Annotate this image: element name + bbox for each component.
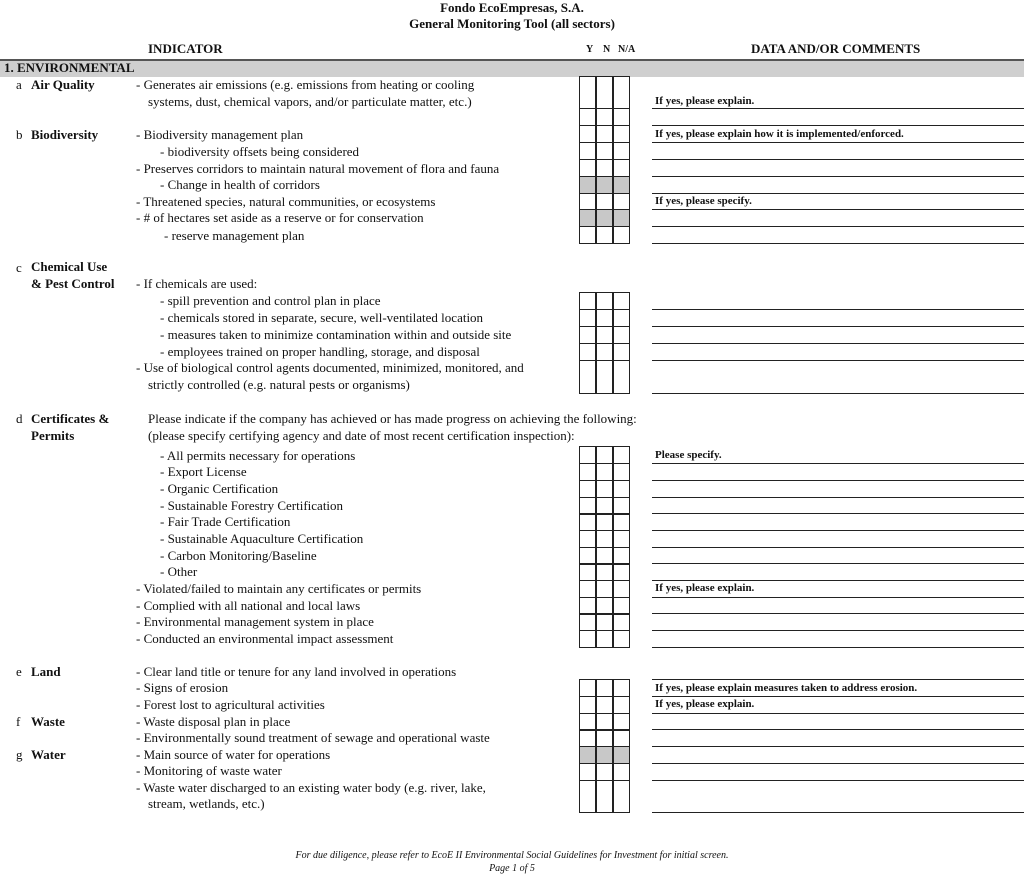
comment-line[interactable] xyxy=(652,497,1024,498)
comments-column-header: DATA AND/OR COMMENTS xyxy=(751,41,921,56)
comment-prompt: If yes, please explain. xyxy=(655,582,755,594)
na-checkbox[interactable] xyxy=(613,446,630,464)
indicator-text: - spill prevention and control plan in place xyxy=(160,293,381,308)
category-permits: Permits xyxy=(31,428,75,443)
comment-line[interactable] xyxy=(652,193,1024,194)
comment-line[interactable] xyxy=(652,343,1024,344)
comment-line[interactable] xyxy=(652,679,1024,680)
document-title: General Monitoring Tool (all sectors) xyxy=(409,16,615,31)
comment-line[interactable] xyxy=(652,326,1024,327)
category-biodiversity: Biodiversity xyxy=(31,127,99,142)
comment-prompt: If yes, please explain measures taken to address erosion. xyxy=(655,682,918,694)
no-checkbox[interactable] xyxy=(596,679,613,697)
indicator-text: - measures taken to minimize contamination within and outside site xyxy=(160,327,512,342)
yes-checkbox[interactable] xyxy=(579,613,596,631)
yes-checkbox[interactable] xyxy=(579,696,596,714)
indicator-text: - Forest lost to agricultural activities xyxy=(136,697,325,712)
no-checkbox[interactable] xyxy=(596,696,613,714)
comment-line[interactable] xyxy=(652,142,1024,143)
comment-line[interactable] xyxy=(652,597,1024,598)
comment-line[interactable] xyxy=(652,159,1024,160)
yes-checkbox[interactable] xyxy=(579,326,596,344)
na-checkbox[interactable] xyxy=(613,480,630,498)
no-checkbox[interactable] xyxy=(596,480,613,498)
no-checkbox[interactable] xyxy=(596,360,613,394)
no-checkbox[interactable] xyxy=(596,729,613,747)
yes-checkbox[interactable] xyxy=(579,580,596,598)
no-checkbox[interactable] xyxy=(596,76,613,109)
disabled-cell xyxy=(596,176,613,194)
disabled-cell xyxy=(613,209,630,227)
comment-line[interactable] xyxy=(652,547,1024,548)
section-bar xyxy=(0,59,1024,77)
comment-line[interactable] xyxy=(652,309,1024,310)
no-checkbox[interactable] xyxy=(596,309,613,327)
no-checkbox[interactable] xyxy=(596,326,613,344)
indicator-text: - Generates air emissions (e.g. emissions from heating or cooling xyxy=(136,77,475,92)
comment-line[interactable] xyxy=(652,713,1024,714)
na-checkbox[interactable] xyxy=(613,360,630,394)
yes-checkbox[interactable] xyxy=(579,530,596,548)
disabled-cell xyxy=(579,209,596,227)
category-letter: f xyxy=(16,714,21,729)
no-checkbox[interactable] xyxy=(596,142,613,160)
indicator-text: - Preserves corridors to maintain natural movement of flora and fauna xyxy=(136,161,500,176)
category-letter: a xyxy=(16,77,22,92)
comment-line[interactable] xyxy=(652,746,1024,747)
na-checkbox[interactable] xyxy=(613,530,630,548)
yes-checkbox[interactable] xyxy=(579,630,596,648)
yes-checkbox[interactable] xyxy=(579,480,596,498)
no-checkbox[interactable] xyxy=(596,630,613,648)
na-checkbox[interactable] xyxy=(613,309,630,327)
comment-line[interactable] xyxy=(652,696,1024,697)
yes-checkbox[interactable] xyxy=(579,679,596,697)
na-checkbox[interactable] xyxy=(613,326,630,344)
disabled-cell xyxy=(579,746,596,764)
na-checkbox[interactable] xyxy=(613,76,630,109)
disabled-cell xyxy=(579,176,596,194)
category-pest-control: & Pest Control xyxy=(31,276,115,291)
na-checkbox[interactable] xyxy=(613,729,630,747)
comment-prompt: If yes, please explain how it is implemented/enforced. xyxy=(655,128,904,140)
na-checkbox[interactable] xyxy=(613,679,630,697)
na-checkbox[interactable] xyxy=(613,696,630,714)
indicator-text: - Carbon Monitoring/Baseline xyxy=(160,548,317,563)
section-title: 1. ENVIRONMENTAL xyxy=(4,60,135,75)
no-checkbox[interactable] xyxy=(596,226,613,244)
no-checkbox[interactable] xyxy=(596,763,613,781)
no-checkbox[interactable] xyxy=(596,780,613,813)
indicator-text: - Sustainable Aquaculture Certification xyxy=(160,531,364,546)
disabled-cell xyxy=(596,746,613,764)
na-checkbox[interactable] xyxy=(613,513,630,531)
yes-checkbox[interactable] xyxy=(579,513,596,531)
indicator-text: - Fair Trade Certification xyxy=(160,514,291,529)
indicator-text: Please indicate if the company has achieved or has made progress on achieving the following: xyxy=(148,411,637,426)
comment-line[interactable] xyxy=(652,630,1024,631)
indicator-text: - Biodiversity management plan xyxy=(136,127,304,142)
category-air-quality: Air Quality xyxy=(31,77,95,92)
indicator-text: - Use of biological control agents documented, minimized, monitored, and xyxy=(136,360,524,375)
yes-checkbox[interactable] xyxy=(579,729,596,747)
indicator-text: - Waste water discharged to an existing water body (e.g. river, lake, xyxy=(136,780,486,795)
no-checkbox[interactable] xyxy=(596,463,613,481)
yes-checkbox[interactable] xyxy=(579,563,596,581)
indicator-text: - # of hectares set aside as a reserve or for conservation xyxy=(136,210,424,225)
comment-line[interactable] xyxy=(652,613,1024,614)
comment-line[interactable] xyxy=(652,780,1024,781)
na-checkbox[interactable] xyxy=(613,108,630,126)
yes-checkbox[interactable] xyxy=(579,309,596,327)
yes-checkbox[interactable] xyxy=(579,780,596,813)
yes-checkbox[interactable] xyxy=(579,343,596,361)
yes-checkbox[interactable] xyxy=(579,76,596,109)
indicator-text: (please specify certifying agency and date of most recent certification inspection): xyxy=(148,428,575,443)
comment-line[interactable] xyxy=(652,209,1024,210)
no-checkbox[interactable] xyxy=(596,343,613,361)
indicator-text: - Export License xyxy=(160,464,247,479)
no-checkbox[interactable] xyxy=(596,563,613,581)
category-certificates: Certificates & xyxy=(31,411,110,426)
comment-line[interactable] xyxy=(652,580,1024,581)
no-checkbox[interactable] xyxy=(596,292,613,310)
comment-prompt: If yes, please explain. xyxy=(655,698,755,710)
indicator-text: stream, wetlands, etc.) xyxy=(148,796,265,811)
indicator-text: - Other xyxy=(160,564,198,579)
no-checkbox[interactable] xyxy=(596,159,613,177)
indicator-text: - Complied with all national and local laws xyxy=(136,598,361,613)
indicator-text: systems, dust, chemical vapors, and/or particulate matter, etc.) xyxy=(148,94,472,109)
comment-line[interactable] xyxy=(652,463,1024,464)
page-number: Page 1 of 5 xyxy=(489,863,535,874)
comment-line[interactable] xyxy=(652,729,1024,730)
na-checkbox[interactable] xyxy=(613,125,630,143)
indicator-text: - All permits necessary for operations xyxy=(160,448,356,463)
comment-prompt: Please specify. xyxy=(655,449,722,461)
comment-line[interactable] xyxy=(652,513,1024,514)
indicator-text: - Threatened species, natural communities, or ecosystems xyxy=(136,194,436,209)
disabled-cell xyxy=(613,746,630,764)
na-checkbox[interactable] xyxy=(613,142,630,160)
comment-prompt: If yes, please specify. xyxy=(655,195,752,207)
comment-line[interactable] xyxy=(652,243,1024,244)
comment-line[interactable] xyxy=(652,647,1024,648)
na-checkbox[interactable] xyxy=(613,226,630,244)
indicator-text: - If chemicals are used: xyxy=(136,276,258,291)
indicator-text: - Waste disposal plan in place xyxy=(136,714,291,729)
indicator-text: - Clear land title or tenure for any land involved in operations xyxy=(136,664,457,679)
na-checkbox[interactable] xyxy=(613,292,630,310)
indicator-text: - Signs of erosion xyxy=(136,680,229,695)
comment-line[interactable] xyxy=(652,226,1024,227)
indicator-text: - employees trained on proper handling, storage, and disposal xyxy=(160,344,480,359)
yes-checkbox[interactable] xyxy=(579,142,596,160)
org-name: Fondo EcoEmpresas, S.A. xyxy=(440,0,584,15)
comment-line[interactable] xyxy=(652,480,1024,481)
comment-line[interactable] xyxy=(652,360,1024,361)
yes-checkbox[interactable] xyxy=(579,159,596,177)
category-letter: e xyxy=(16,664,22,679)
yes-checkbox[interactable] xyxy=(579,292,596,310)
comment-line[interactable] xyxy=(652,108,1024,109)
na-checkbox[interactable] xyxy=(613,563,630,581)
category-letter: c xyxy=(16,260,22,275)
category-letter: g xyxy=(16,747,23,762)
category-waste: Waste xyxy=(31,714,65,729)
category-letter: d xyxy=(16,411,23,426)
indicator-text: strictly controlled (e.g. natural pests or organisms) xyxy=(148,377,410,392)
indicator-text: - Monitoring of waste water xyxy=(136,763,282,778)
comment-line[interactable] xyxy=(652,393,1024,394)
yes-checkbox[interactable] xyxy=(579,446,596,464)
no-checkbox[interactable] xyxy=(596,513,613,531)
category-water: Water xyxy=(31,747,66,762)
indicator-text: - chemicals stored in separate, secure, well-ventilated location xyxy=(160,310,484,325)
yes-column-header: Y xyxy=(586,44,594,55)
na-checkbox[interactable] xyxy=(613,159,630,177)
comment-line[interactable] xyxy=(652,812,1024,813)
indicator-text: - Environmental management system in place xyxy=(136,614,374,629)
no-checkbox[interactable] xyxy=(596,125,613,143)
indicator-text: - biodiversity offsets being considered xyxy=(160,144,360,159)
category-chemical-use: Chemical Use xyxy=(31,259,108,274)
indicator-text: - Main source of water for operations xyxy=(136,747,331,762)
footer-note: For due diligence, please refer to EcoE II Environmental Social Guidelines for Investment for initial screen. xyxy=(295,850,729,861)
na-column-header: N/A xyxy=(618,44,636,55)
indicator-text: - reserve management plan xyxy=(164,228,305,243)
na-checkbox[interactable] xyxy=(613,463,630,481)
yes-checkbox[interactable] xyxy=(579,108,596,126)
comment-line[interactable] xyxy=(652,763,1024,764)
na-checkbox[interactable] xyxy=(613,780,630,813)
no-checkbox[interactable] xyxy=(596,580,613,598)
indicator-text: - Organic Certification xyxy=(160,481,279,496)
yes-checkbox[interactable] xyxy=(579,463,596,481)
category-land: Land xyxy=(31,664,61,679)
indicator-column-header: INDICATOR xyxy=(148,41,223,56)
comment-prompt: If yes, please explain. xyxy=(655,95,755,107)
comment-line[interactable] xyxy=(652,125,1024,126)
na-checkbox[interactable] xyxy=(613,343,630,361)
no-checkbox[interactable] xyxy=(596,613,613,631)
indicator-text: - Conducted an environmental impact assessment xyxy=(136,631,394,646)
no-checkbox[interactable] xyxy=(596,446,613,464)
comment-line[interactable] xyxy=(652,563,1024,564)
na-checkbox[interactable] xyxy=(613,613,630,631)
indicator-text: - Sustainable Forestry Certification xyxy=(160,498,344,513)
na-checkbox[interactable] xyxy=(613,580,630,598)
disabled-cell xyxy=(613,176,630,194)
na-checkbox[interactable] xyxy=(613,630,630,648)
category-letter: b xyxy=(16,127,23,142)
no-column-header: N xyxy=(603,44,611,55)
no-checkbox[interactable] xyxy=(596,108,613,126)
yes-checkbox[interactable] xyxy=(579,226,596,244)
disabled-cell xyxy=(596,209,613,227)
yes-checkbox[interactable] xyxy=(579,125,596,143)
indicator-text: - Change in health of corridors xyxy=(160,177,320,192)
yes-checkbox[interactable] xyxy=(579,360,596,394)
yes-checkbox[interactable] xyxy=(579,763,596,781)
indicator-text: - Violated/failed to maintain any certificates or permits xyxy=(136,581,422,596)
na-checkbox[interactable] xyxy=(613,763,630,781)
no-checkbox[interactable] xyxy=(596,530,613,548)
comment-line[interactable] xyxy=(652,530,1024,531)
comment-line[interactable] xyxy=(652,176,1024,177)
indicator-text: - Environmentally sound treatment of sewage and operational waste xyxy=(136,730,490,745)
